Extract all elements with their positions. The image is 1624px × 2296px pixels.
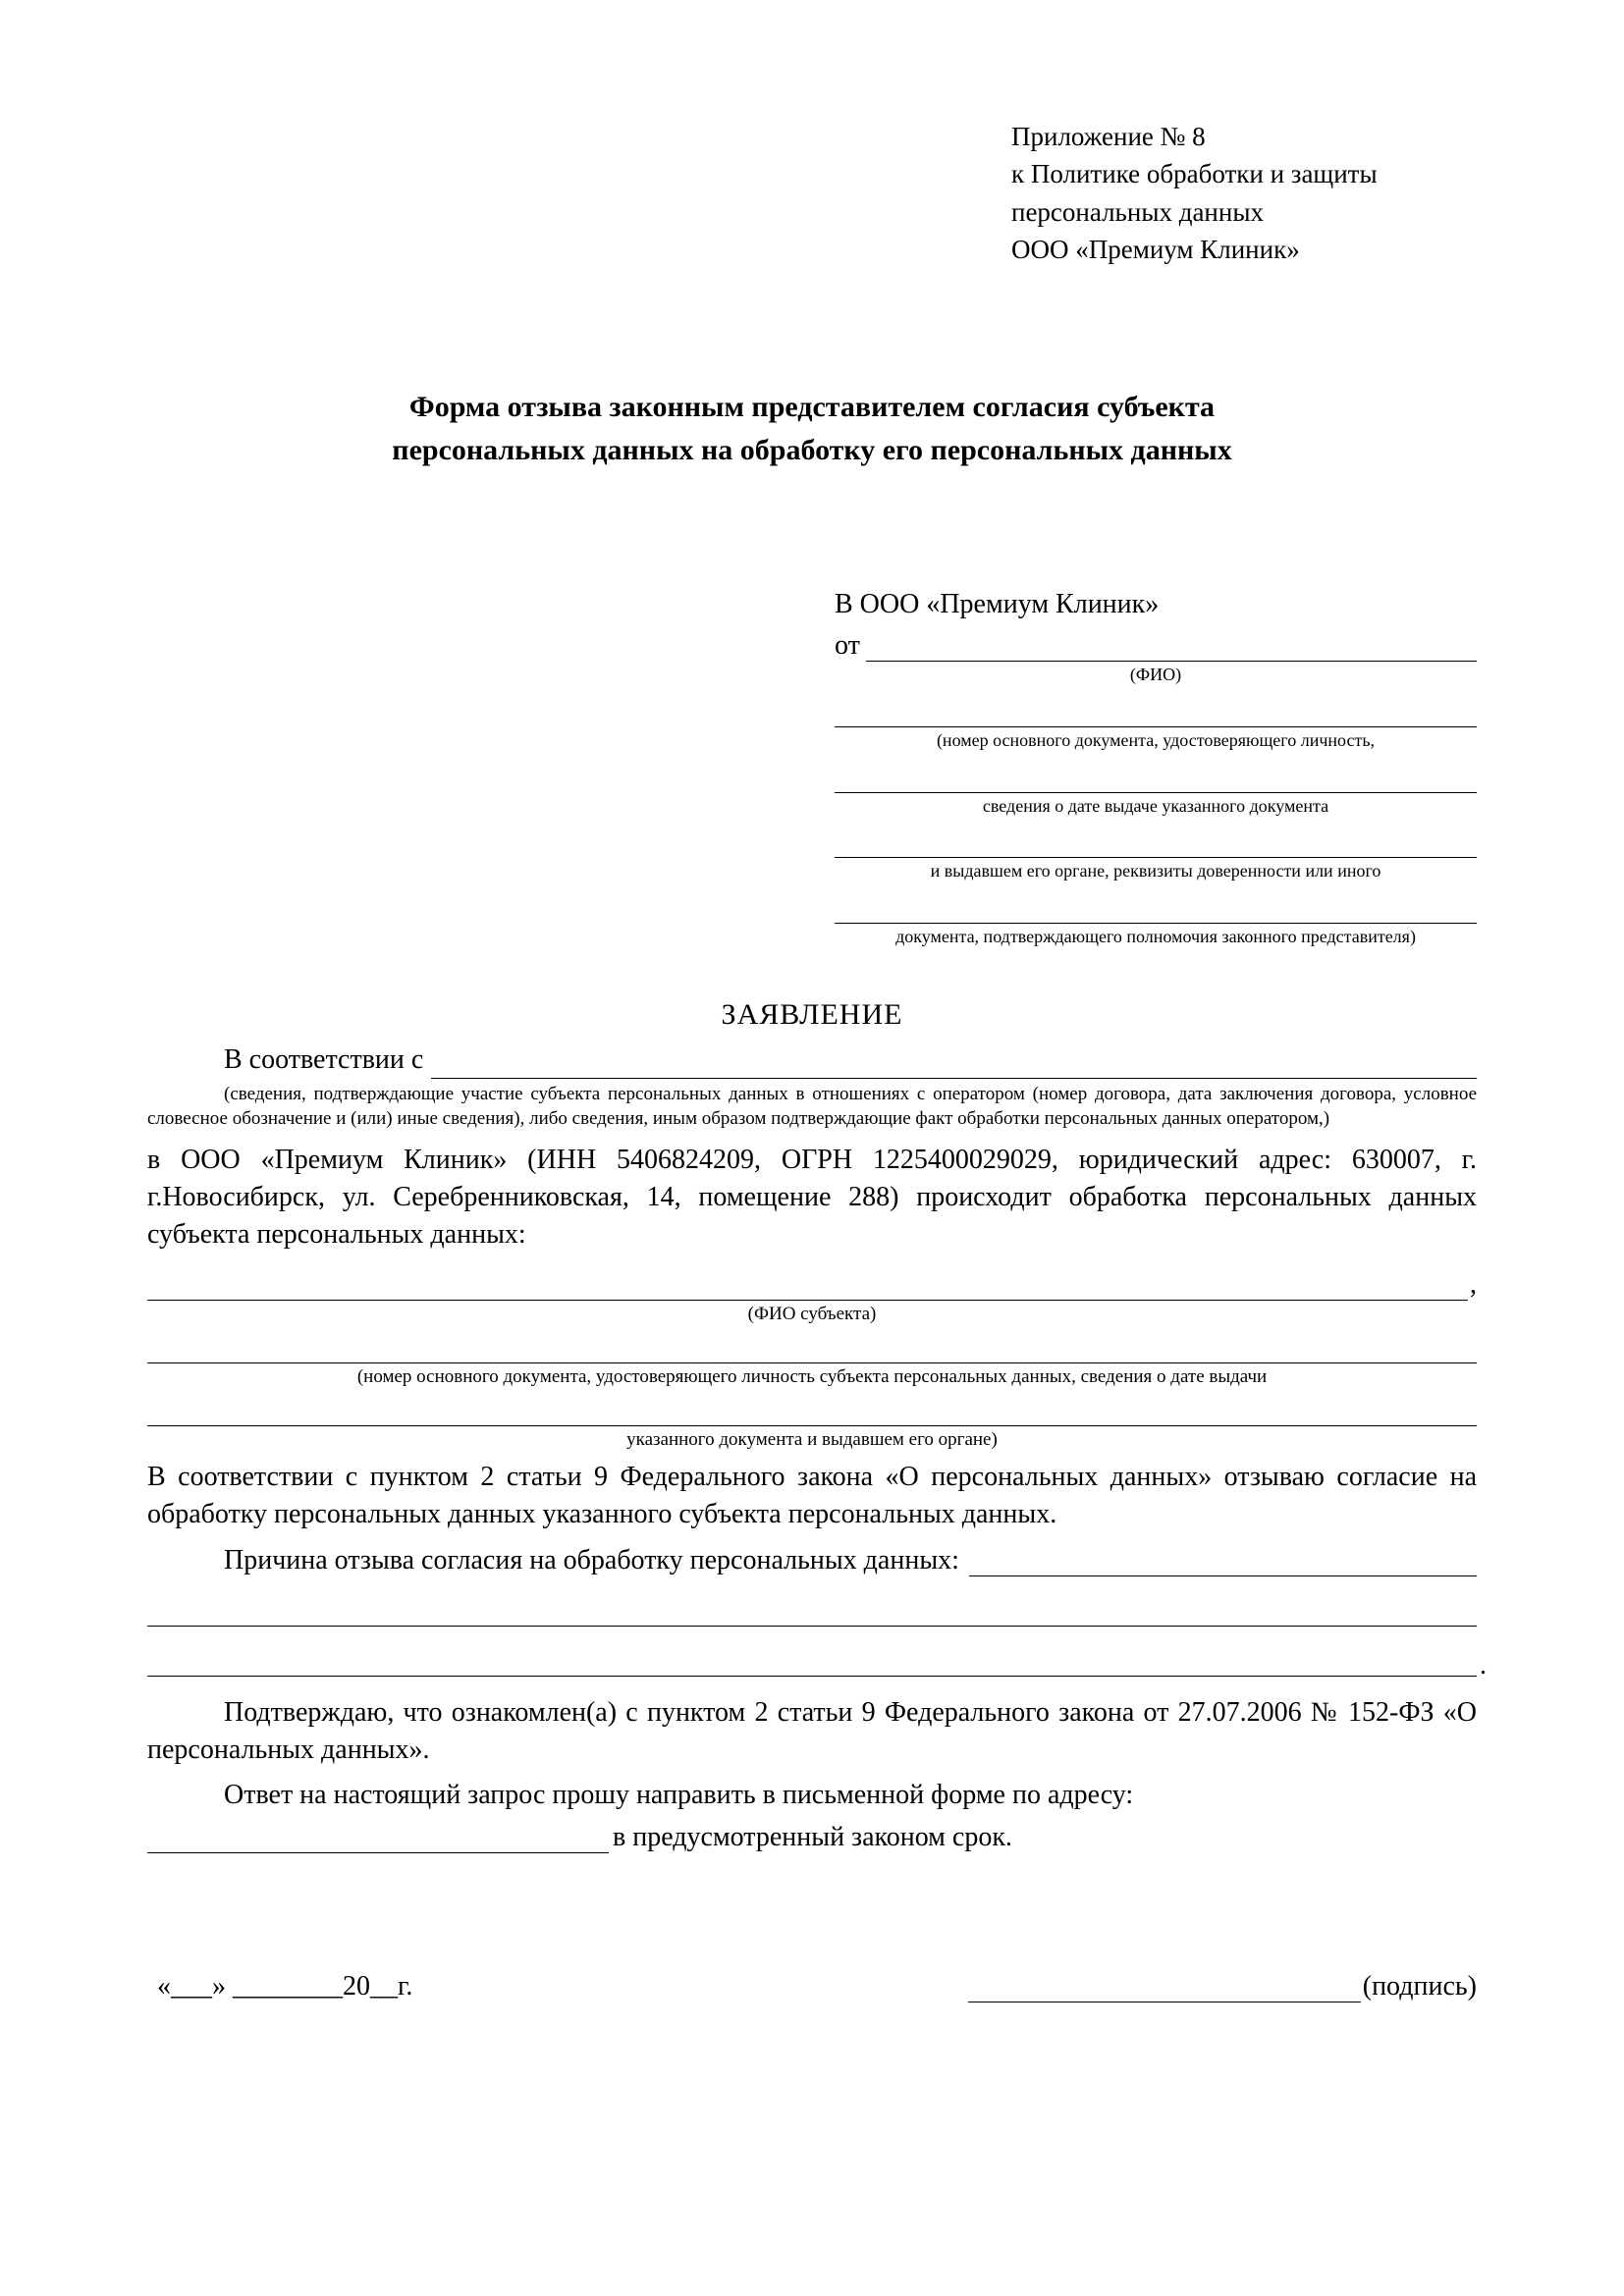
subject-doc-input[interactable]	[147, 1333, 1477, 1363]
caption-doc-organ: и выдавшем его органе, реквизиты доверенности или иного	[930, 861, 1381, 881]
appendix-policy-line2: персональных данных	[1011, 196, 1264, 227]
answer-address-tail: в предусмотренный законом срок.	[613, 1822, 1012, 1853]
from-fio-input[interactable]	[866, 633, 1477, 662]
answer-address-row	[147, 1822, 1477, 1853]
statement-note-text: (сведения, подтверждающие участие субъекта персональных данных в отношениях с оператором (номер договора, дата заключения договора, условное словесное обозначение и (или) иные сведения), либо сведения, иным образом подтверждающие факт обработки персональных данных оператором,)	[147, 1084, 1477, 1130]
document-sheet	[147, 118, 1477, 2217]
answer-address-input[interactable]	[147, 1823, 609, 1853]
subject-doc-organ-input[interactable]	[147, 1396, 1477, 1426]
reason-label: Причина отзыва согласия на обработку персональных данных:	[224, 1545, 959, 1576]
appendix-number: Приложение № 8	[1011, 122, 1206, 151]
according-to-input[interactable]	[431, 1050, 1477, 1079]
caption-fio: (ФИО)	[1129, 665, 1182, 685]
subject-fio-input[interactable]	[147, 1272, 1468, 1301]
addressee-organization: В ООО «Премиум Клиник»	[835, 589, 1160, 620]
page-title	[147, 386, 1477, 471]
reason-row	[147, 1545, 1477, 1576]
doc-authority-input[interactable]	[835, 893, 1477, 924]
org-paragraph: в ООО «Премиум Клиник» (ИНН 5406824209, ОГРН 1225400029029, юридический адрес: 630007, г. г.Новосибирск, ул. Серебренниковская, 14, помещение 288) происходит обработка персональных данных субъекта персональных данных:	[147, 1144, 1477, 1250]
date-field[interactable]: «___» ________20__г.	[157, 1971, 413, 2002]
reason-input-1[interactable]	[969, 1548, 1477, 1576]
statement-note	[147, 1083, 1477, 1131]
reason-input-2[interactable]	[147, 1592, 1477, 1627]
caption-doc-number: (номер основного документа, удостоверяющего личность,	[936, 729, 1376, 750]
appendix-policy-line1: к Политике обработки и защиты	[1011, 159, 1378, 189]
withdraw-paragraph: В соответствии с пунктом 2 статьи 9 Федерального закона «О персональных данных» отзываю согласие на обработку персональных данных указанного субъекта персональных данных.	[147, 1461, 1477, 1530]
subject-fio-comma: ,	[1470, 1268, 1477, 1300]
doc-date-input[interactable]	[835, 763, 1477, 793]
addressee-block	[835, 589, 1477, 947]
caption-subject-fio: (ФИО субъекта)	[747, 1303, 877, 1324]
subject-fio-row	[147, 1269, 1477, 1301]
caption-subject-doc2: указанного документа и выдавшем его органе)	[626, 1428, 998, 1450]
confirm-paragraph: Подтверждаю, что ознакомлен(а) с пунктом 2 статьи 9 Федерального закона от 27.07.2006 № 152-ФЗ «О персональных данных».	[147, 1697, 1477, 1766]
from-label: от	[835, 630, 860, 662]
doc-organ-input[interactable]	[835, 828, 1477, 858]
statement-heading: ЗАЯВЛЕНИЕ	[721, 998, 903, 1032]
signature-row	[147, 1971, 1477, 2002]
signature-input[interactable]	[968, 1974, 1361, 2002]
signature-field-group	[968, 1971, 1477, 2002]
caption-doc-authority: документа, подтверждающего полномочия законного представителя)	[895, 926, 1416, 946]
reason-input-3[interactable]	[147, 1642, 1477, 1677]
according-to-row	[147, 1041, 1477, 1079]
appendix-company: ООО «Премиум Клиник»	[1011, 234, 1300, 264]
according-to-label: В соответствии с	[224, 1044, 424, 1076]
caption-subject-doc: (номер основного документа, удостоверяющего личность субъекта персональных данных, сведения о дате выдачи	[356, 1365, 1268, 1387]
page-title-line2: персональных данных на обработку его персональных данных	[392, 433, 1232, 466]
signature-label: (подпись)	[1362, 1971, 1477, 2002]
page-title-line1: Форма отзыва законным представителем согласия субъекта	[408, 391, 1216, 424]
from-row	[835, 630, 1477, 662]
caption-doc-date: сведения о дате выдаче указанного документа	[982, 795, 1329, 816]
answer-paragraph: Ответ на настоящий запрос прошу направить в письменной форме по адресу:	[224, 1780, 1134, 1811]
appendix-header	[1011, 118, 1477, 268]
doc-number-input[interactable]	[835, 697, 1477, 727]
